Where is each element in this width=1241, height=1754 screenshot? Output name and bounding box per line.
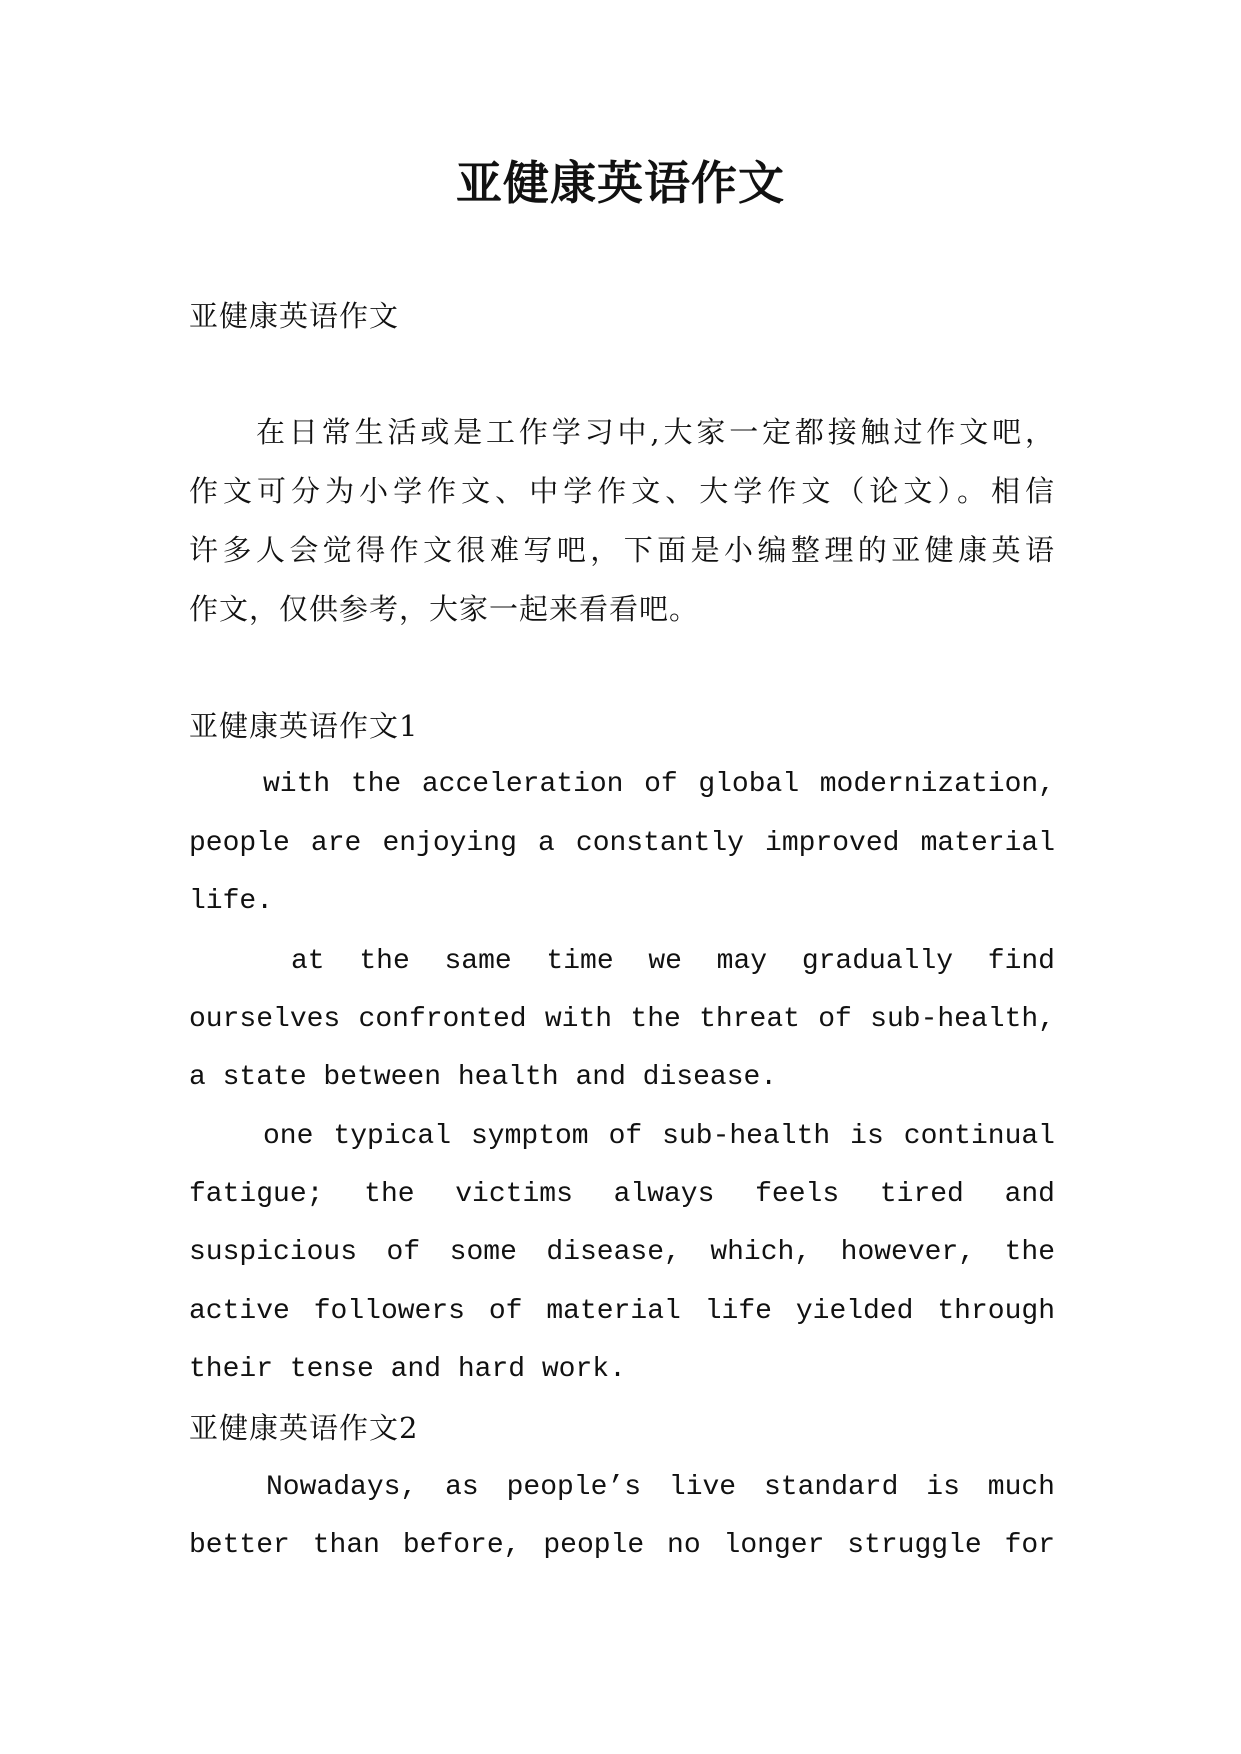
- essay-line: their tense and hard work.: [189, 1354, 626, 1385]
- essay-line: suspicious of some disease, which, however, the: [189, 1237, 1055, 1268]
- essay-line: life.: [189, 886, 274, 917]
- subtitle: 亚健康英语作文: [189, 299, 400, 333]
- essay-line: Nowadays, as people’s live standard is much: [266, 1472, 1055, 1503]
- essay-line: ourselves confronted with the threat of sub-health,: [189, 1004, 1055, 1035]
- essay-line: a state between health and disease.: [189, 1062, 778, 1093]
- section-heading: 亚健康英语作文2: [189, 1411, 419, 1445]
- essay-line: one typical symptom of sub-health is continual: [263, 1121, 1055, 1152]
- intro-line: 在日常生活或是工作学习中,大家一定都接触过作文吧，: [256, 415, 1055, 449]
- essay-line: at the same time we may gradually find: [291, 946, 1055, 977]
- essay-line: fatigue; the victims always feels tired and: [189, 1179, 1055, 1210]
- essay-line: with the acceleration of global modernization,: [263, 769, 1055, 800]
- intro-line: 作文，仅供参考，大家一起来看看吧。: [189, 592, 700, 626]
- essay-line: people are enjoying a constantly improved material: [189, 828, 1055, 859]
- essay-line: better than before, people no longer struggle for: [189, 1530, 1055, 1561]
- section-heading: 亚健康英语作文1: [189, 709, 419, 743]
- intro-line: 作文可分为小学作文、中学作文、大学作文（论文）。相信: [189, 474, 1055, 508]
- essay-line: active followers of material life yielded through: [189, 1296, 1055, 1327]
- intro-line: 许多人会觉得作文很难写吧，下面是小编整理的亚健康英语: [189, 533, 1055, 567]
- document-title: 亚健康英语作文: [456, 156, 785, 210]
